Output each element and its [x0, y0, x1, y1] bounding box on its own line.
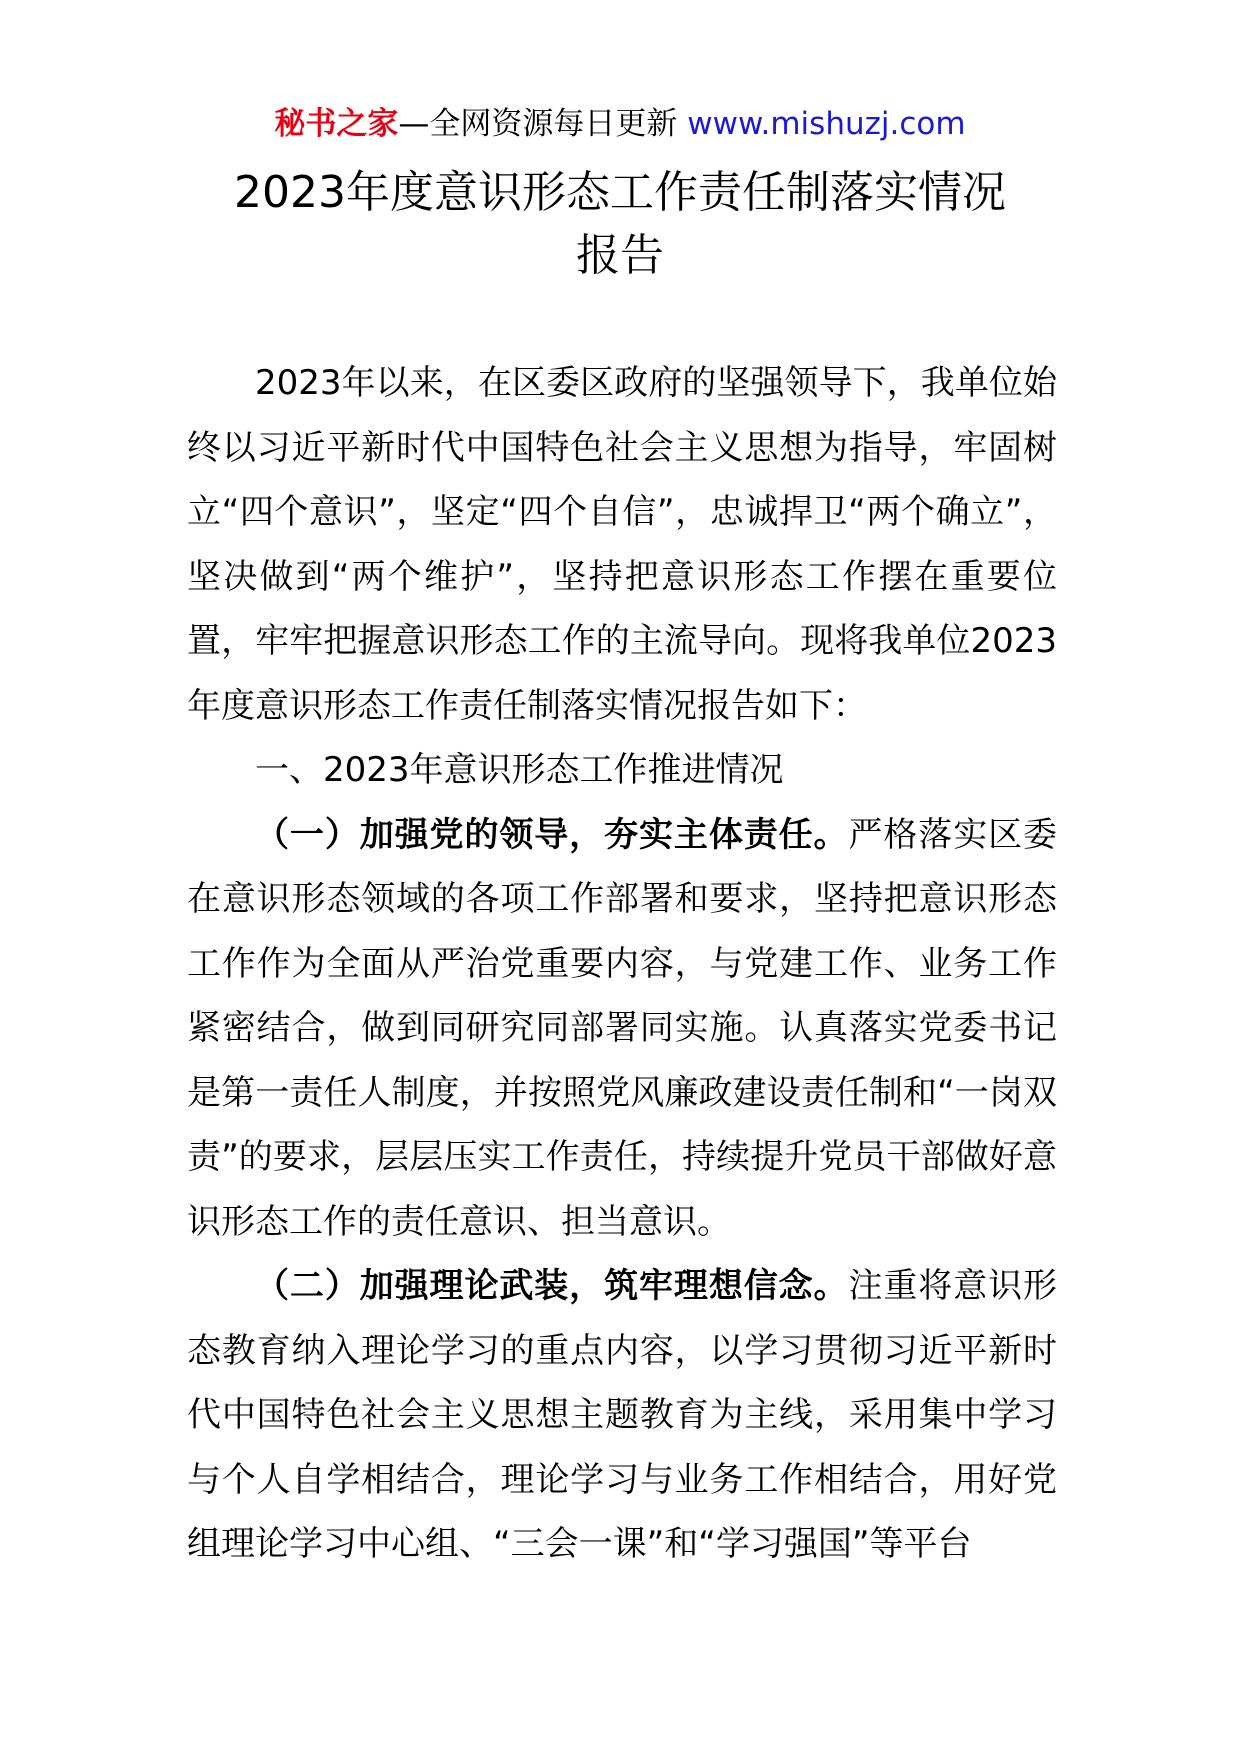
- page-title-line1: 2023年度意识形态工作责任制落实情况: [234, 167, 1006, 218]
- item-heading-2: （二）加强理论武装，筑牢理想信念。: [255, 1266, 849, 1306]
- site-header: [0, 100, 1240, 148]
- item-paragraph-2: [187, 1254, 1057, 1577]
- intro-paragraph: 2023年以来，在区委区政府的坚强领导下，我单位始终以习近平新时代中国特色社会主义思想为指导，牢固树立“四个意识”，坚定“四个自信”，忠诚捍卫“两个确立”，坚决做到“两个维护”，坚持把意识形态工作摆在重要位置，牢牢把握意识形态工作的主流导向。现将我单位2023年度意识形态工作责任制落实情况报告如下：: [187, 363, 1057, 726]
- header-slogan: —全网资源每日更新: [398, 106, 688, 142]
- item-paragraph-1: [187, 803, 1057, 1255]
- page-title-line2: 报告: [576, 230, 664, 281]
- brand-name: 秘书之家: [274, 106, 399, 142]
- item-text-1: 严格落实区委在意识形态领域的各项工作部署和要求，坚持把意识形态工作作为全面从严治党重要内容，与党建工作、业务工作紧密结合，做到同研究同部署同实施。认真落实党委书记是第一责任人制度，并按照党风廉政建设责任制和“一岗双责”的要求，层层压实工作责任，持续提升党员干部做好意识形态工作的责任意识、担当意识。: [187, 814, 1058, 1242]
- item-heading-1: （一）加强党的领导，夯实主体责任。: [255, 814, 849, 855]
- document-body: [187, 351, 1057, 1577]
- section-heading: 一、2023年意识形态工作推进情况: [255, 750, 784, 790]
- site-url[interactable]: www.mishuzj.com: [687, 106, 966, 142]
- item-text-2: 注重将意识形态教育纳入理论学习的重点内容，以学习贯彻习近平新时代中国特色社会主义思想主题教育为主线，采用集中学习与个人自学相结合，理论学习与业务工作相结合，用好党组理论学习中心组、“三会一课”和“学习强国”等平台: [187, 1266, 1058, 1564]
